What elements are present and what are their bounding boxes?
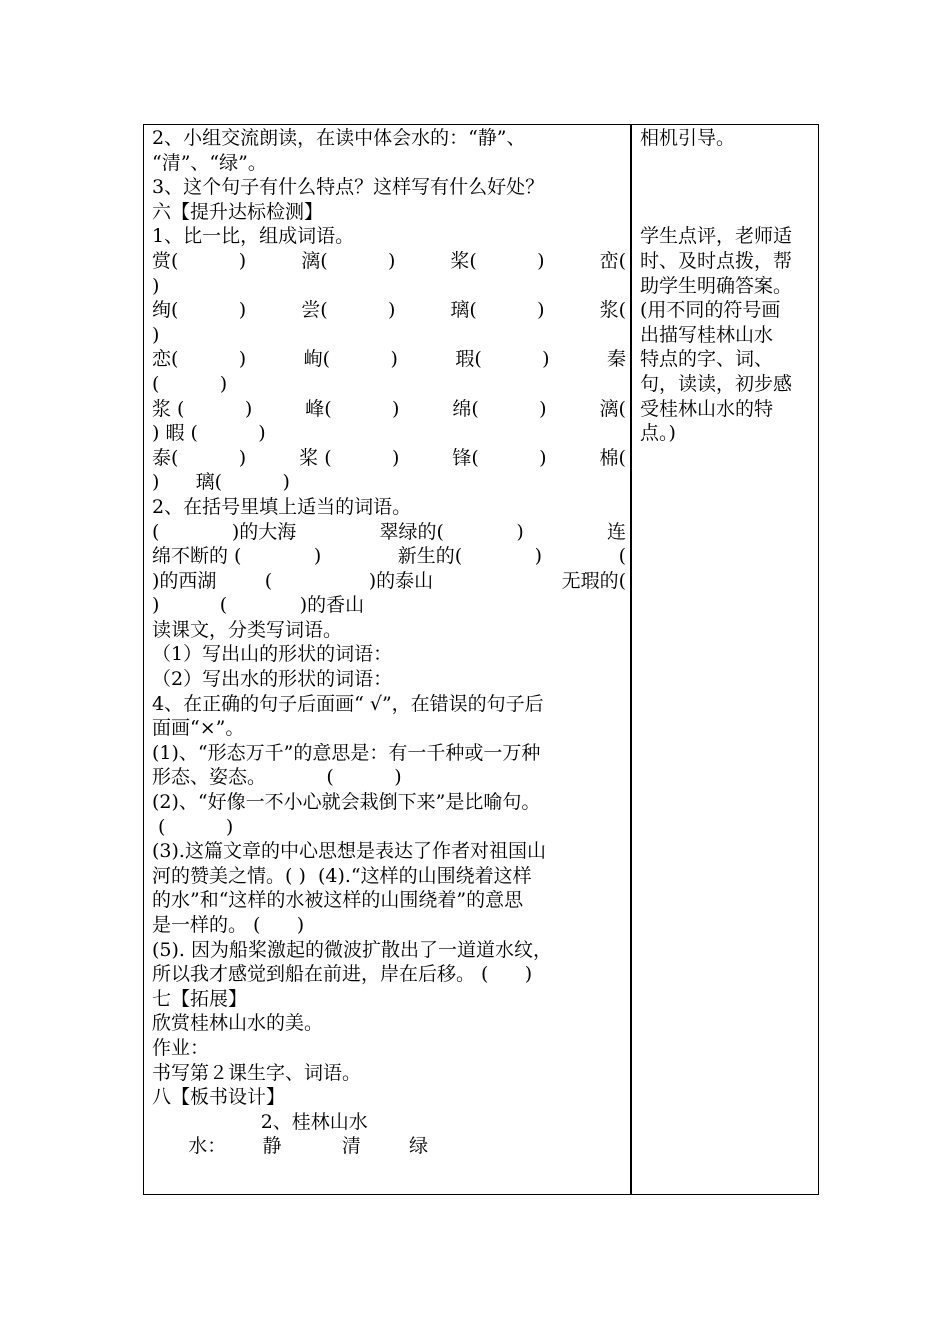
section-heading: 八【板书设计】: [152, 1086, 286, 1109]
compare-row-tail: ): [152, 323, 160, 346]
column-divider: [630, 124, 632, 1195]
spacer: [640, 200, 814, 225]
judge-line: 形态、姿态。 ( ): [152, 766, 402, 789]
judge-line: 4、在正确的句子后面画“ √”，在错误的句子后: [152, 692, 544, 715]
judge-line: 的水”和“这样的水被这样的山围绕着”的意思: [152, 889, 524, 912]
fill-item: (: [618, 545, 626, 568]
text-line: 2、小组交流朗读，在读中体会水的：“静”、: [152, 127, 526, 149]
classify-item: （1）写出山的形状的词语：: [152, 643, 393, 666]
compare-item: 桨 ( ): [299, 446, 400, 469]
fill-row: [152, 544, 626, 569]
fill-row: [152, 520, 626, 545]
exercise-title: 读课文，分类写词语。: [152, 618, 343, 641]
side-note: 学生点评，老师适: [640, 225, 793, 248]
fill-item: 绵不断的 ( ): [152, 545, 322, 568]
compare-item: 漓(: [599, 397, 626, 420]
compare-item: 绵( ): [452, 397, 547, 420]
compare-item: 棉(: [599, 446, 626, 469]
side-note: 助学生明确答案。: [640, 274, 793, 297]
section-heading: 六【提升达标检测】: [152, 200, 324, 223]
compare-item: 峋( ): [303, 348, 398, 371]
side-note: (用不同的符号画: [640, 299, 781, 322]
compare-item: 泰( ): [152, 446, 247, 469]
compare-item: 秦: [606, 348, 626, 371]
homework-title: 作业：: [152, 1036, 210, 1059]
side-note: 相机引导。: [640, 127, 736, 149]
judge-line: 所以我才感觉到船在前进，岸在后移。 ( ): [152, 963, 533, 986]
judge-line: (2)、“好像一不小心就会栽倒下来”是比喻句。: [152, 791, 541, 814]
judge-line: 是一样的。 ( ): [152, 914, 305, 936]
compare-item: 瑕( ): [455, 348, 550, 371]
compare-row: [152, 397, 626, 422]
board-heading: 2、桂林山水: [152, 1110, 368, 1133]
side-note: 出描写桂林山水: [640, 323, 774, 346]
text-line: “清”、“绿”。: [152, 151, 267, 174]
main-column: [152, 126, 626, 1159]
compare-row: [152, 446, 626, 471]
fill-item: )的西湖 ( )的泰山: [152, 569, 434, 592]
side-note: 点。): [640, 422, 676, 445]
compare-item: 恋( ): [152, 348, 247, 371]
fill-row-tail: ) ( )的香山: [152, 594, 365, 617]
compare-row-tail: ): [152, 274, 160, 297]
side-note: 受桂林山水的特: [640, 397, 774, 420]
fill-item: 无瑕的(: [561, 569, 626, 592]
fill-item: ( )的大海: [152, 520, 297, 543]
judge-line: (5). 因为船桨激起的微波扩散出了一道道水纹，: [152, 938, 552, 961]
compare-item: 桨( ): [450, 249, 545, 272]
judge-line: ( ): [152, 815, 234, 838]
judge-line: (3).这篇文章的中心思想是表达了作者对祖国山: [152, 840, 546, 863]
fill-item: 新生的( ): [397, 545, 543, 568]
compare-item: 璃( ): [450, 299, 545, 322]
spacer: [640, 151, 814, 176]
compare-row: [152, 249, 626, 274]
text-line: 1、比一比，组成词语。: [152, 225, 355, 248]
compare-item: 锋( ): [452, 446, 547, 469]
spacer: [640, 175, 814, 200]
side-column: [640, 126, 814, 446]
exercise-title: 2、在括号里填上适当的词语。: [152, 495, 412, 518]
fill-row: [152, 569, 626, 594]
compare-row: [152, 298, 626, 323]
text-line: 3、这个句子有什么特点？这样写有什么好处？: [152, 176, 545, 199]
compare-item: 尝( ): [301, 299, 396, 322]
homework-text: 书写第２课生字、词语。: [152, 1061, 362, 1084]
board-row: 水： 静 清 绿: [152, 1135, 429, 1158]
compare-row-tail: ) 璃( ): [152, 471, 290, 494]
compare-item: 浆(: [599, 299, 626, 322]
judge-line: 面画“×”。: [152, 717, 245, 740]
judge-line: 河的赞美之情。( ) (4).“这样的山围绕着这样: [152, 864, 532, 887]
compare-row: [152, 347, 626, 372]
side-note: 时、及时点拨，帮: [640, 249, 793, 272]
classify-item: （2）写出水的形状的词语：: [152, 668, 393, 691]
compare-item: 浆 ( ): [152, 397, 253, 420]
fill-item: 翠绿的( ): [379, 520, 524, 543]
compare-item: 绚( ): [152, 299, 247, 322]
compare-item: 漓( ): [301, 249, 396, 272]
compare-item: 峰( ): [305, 397, 400, 420]
compare-row-tail: ( ): [152, 372, 228, 395]
compare-item: 峦(: [599, 249, 626, 272]
side-note: 特点的字、词、: [640, 348, 774, 371]
compare-row-tail: ) 暇 ( ): [152, 422, 266, 445]
compare-item: 赏( ): [152, 249, 247, 272]
section-heading: 七【拓展】: [152, 987, 248, 1010]
judge-line: (1)、“形态万千”的意思是：有一千种或一万种: [152, 741, 541, 764]
side-note: 句，读读，初步感: [640, 372, 793, 395]
expand-text: 欣赏桂林山水的美。: [152, 1012, 324, 1035]
fill-item: 连: [606, 520, 626, 543]
